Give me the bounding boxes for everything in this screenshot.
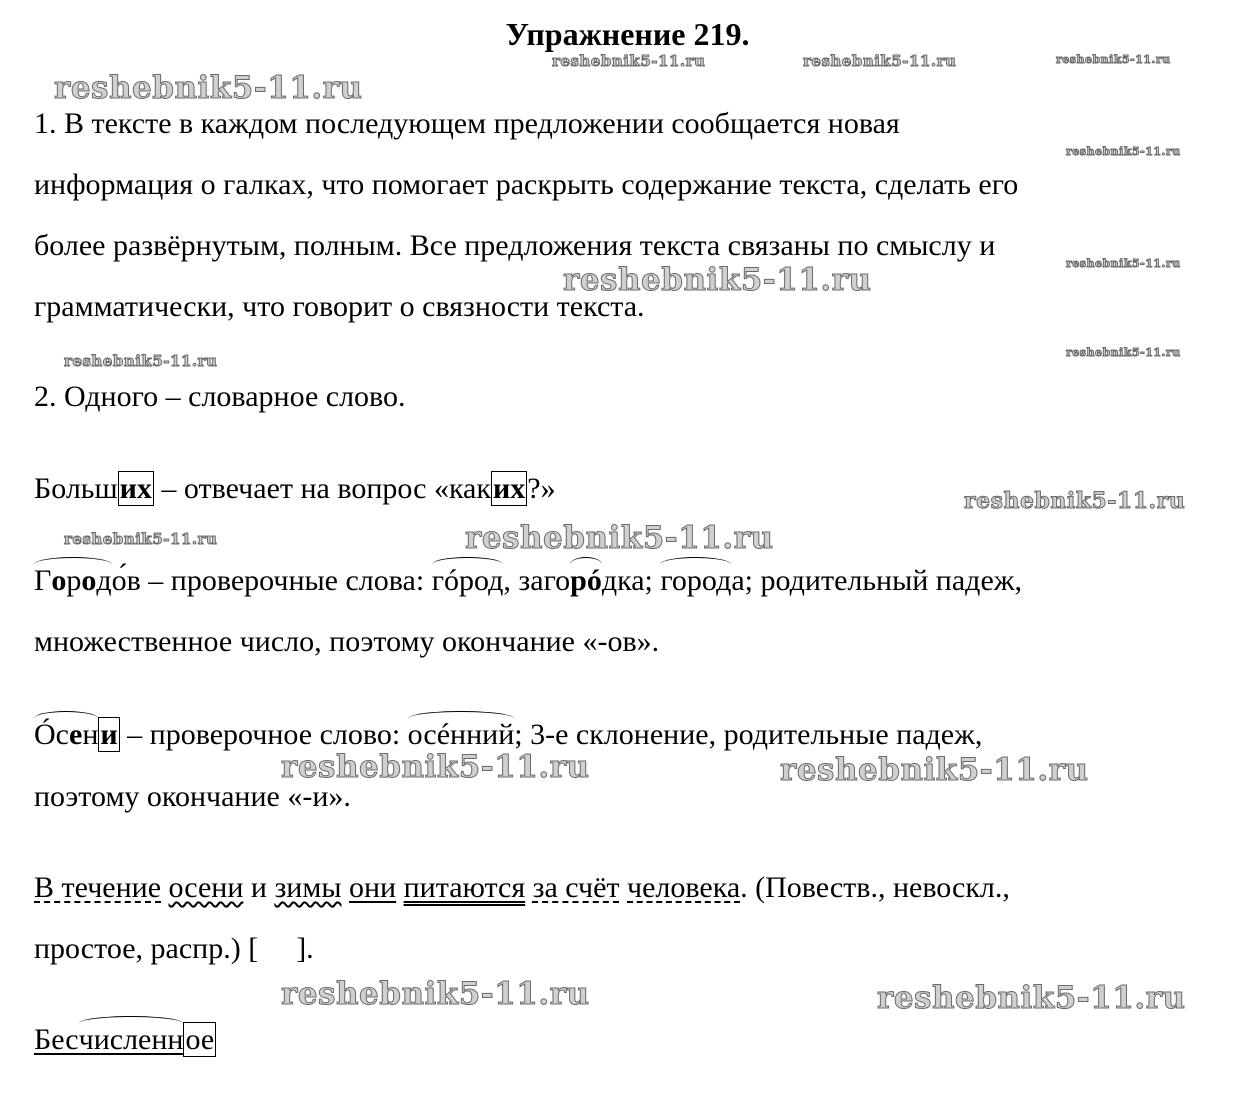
root-arc: численн (79, 1020, 184, 1060)
text: ; 3-е склонение, родительные падеж, (514, 718, 983, 751)
watermark: reshebnik5-11.ru (552, 52, 706, 70)
text (620, 871, 628, 904)
gorodov-line-1 (34, 561, 1022, 601)
text: простое, распр.) [ (34, 932, 259, 965)
root-arc: город (660, 561, 731, 601)
attribute: осени (168, 871, 244, 904)
subject: они (349, 871, 397, 904)
bolshih-line (34, 469, 556, 509)
ending-box: их (119, 472, 152, 505)
text: а (731, 564, 745, 597)
root-arc: Город (34, 561, 112, 601)
page-title: Упражнение 219. (505, 16, 750, 52)
watermark: reshebnik5-11.ru (780, 752, 1089, 788)
ending-box: ое (185, 1023, 215, 1056)
text (396, 871, 404, 904)
text: ]. (296, 932, 314, 965)
object: человека (627, 871, 741, 904)
watermark: reshebnik5-11.ru (1056, 53, 1171, 66)
gorodov-line-2: множественное число, поэтому окончание «-ов». (34, 625, 660, 658)
text: о́в (111, 564, 141, 597)
paragraph-1-line-4: грамматически, что говорит о связности текста. (34, 290, 645, 323)
sentence-line-2 (34, 929, 314, 969)
text: ; родительный падеж, (744, 564, 1022, 597)
adverbial: за счёт (532, 871, 620, 904)
watermark: reshebnik5-11.ru (64, 530, 218, 548)
text: – проверочное слово: (119, 718, 408, 751)
text (161, 871, 169, 904)
text: . (Повеств., невоскл., (740, 871, 1010, 904)
watermark: reshebnik5-11.ru (281, 976, 590, 1012)
text: ?» (527, 472, 556, 505)
watermark: reshebnik5-11.ru (465, 520, 774, 556)
predicate: питаются (403, 871, 526, 904)
prefix: Бес (34, 1023, 79, 1056)
text: ; (644, 564, 661, 597)
last-word-line (34, 1020, 216, 1060)
watermark: reshebnik5-11.ru (964, 488, 1186, 514)
watermark: reshebnik5-11.ru (1066, 346, 1181, 359)
text: – проверочные слова: (140, 564, 432, 597)
paragraph-2: 2. Одного – словарное слово. (34, 380, 406, 413)
watermark: reshebnik5-11.ru (563, 262, 872, 298)
watermark: reshebnik5-11.ru (1066, 145, 1181, 158)
adverbial: В течение (34, 871, 162, 904)
text (525, 871, 533, 904)
word-stem: Больш (34, 472, 118, 505)
root-arc: осéнний (408, 715, 515, 755)
paragraph-1-line-2: информация о галках, что помогает раскрыть содержание текста, сделать его (34, 168, 1019, 201)
watermark: reshebnik5-11.ru (1066, 257, 1181, 270)
paragraph-1-line-3: более развёрнутым, полным. Все предложения текста связаны по смыслу и (34, 229, 996, 262)
text: , заго (503, 564, 571, 597)
ending-box: их (492, 472, 526, 505)
watermark: reshebnik5-11.ru (281, 749, 590, 785)
paragraph-1-line-1: 1. В тексте в каждом последующем предложении сообщается новая (34, 107, 900, 140)
sentence-line-1 (34, 868, 1010, 908)
oseni-line-1 (34, 715, 982, 755)
attribute: зимы (274, 871, 342, 904)
root-arc: гóрод (432, 561, 504, 601)
watermark: reshebnik5-11.ru (803, 52, 957, 70)
text: и (243, 871, 275, 904)
watermark: reshebnik5-11.ru (64, 352, 218, 370)
text: дка (601, 564, 645, 597)
root-arc: Óсен (34, 715, 98, 755)
oseni-line-2: поэтому окончание «-и». (34, 780, 351, 813)
watermark: reshebnik5-11.ru (54, 70, 363, 106)
text: – отвечает на вопрос «как (153, 472, 491, 505)
watermark: reshebnik5-11.ru (877, 980, 1186, 1016)
ending-box: и (100, 718, 118, 751)
root-arc: рó (570, 561, 602, 601)
text (342, 871, 350, 904)
